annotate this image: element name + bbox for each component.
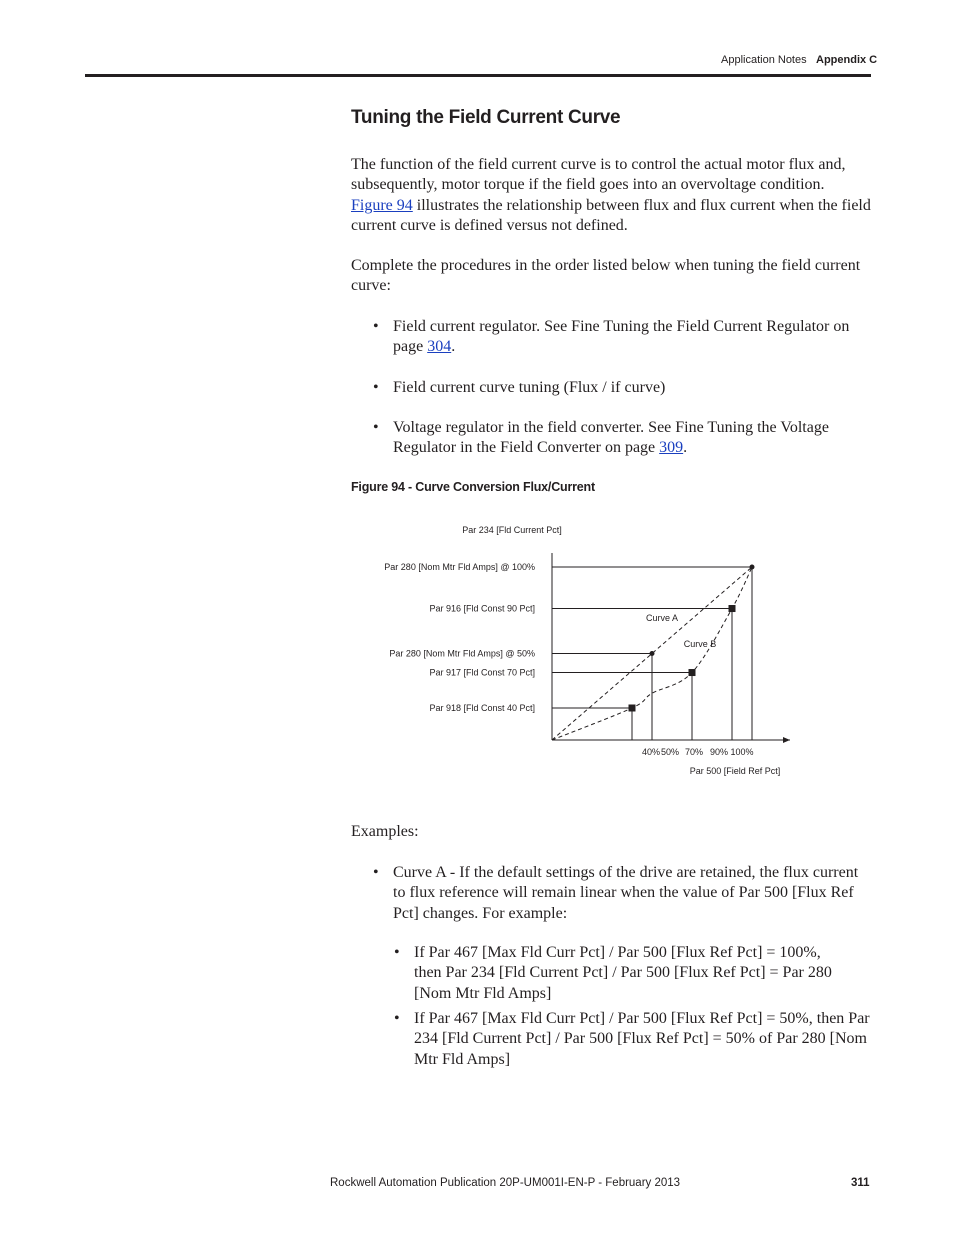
curve-a-point: [650, 651, 655, 656]
procedure-item-3: [393, 418, 873, 459]
procedure-item-line: [393, 438, 873, 458]
x-axis-arrow: [783, 737, 790, 743]
curve-a-label: Curve A: [645, 613, 679, 623]
curve-end-point: [750, 565, 755, 570]
example-subitem-line: Mtr Fld Amps]: [414, 1050, 511, 1068]
intro-line: [351, 196, 873, 216]
examples-label: Examples:: [351, 823, 419, 840]
intro-paragraph: [351, 155, 873, 236]
procedure-item-suffix: .: [683, 439, 688, 457]
bullet-icon: •: [373, 864, 379, 881]
x-tick-label: 50%: [660, 747, 680, 757]
intro-line-rest: illustrates the relationship between flux and flux current when the field: [412, 196, 871, 214]
procedure-intro: [351, 256, 873, 297]
example-subitem-line: then Par 234 [Fld Current Pct] / Par 500 [Flux Ref Pct] = Par 280: [414, 964, 832, 982]
curve-b-point: [729, 605, 736, 612]
example-subitem-line: [Nom Mtr Fld Amps]: [414, 984, 552, 1002]
procedure-item-line: [393, 337, 873, 357]
example-subitem-line: If Par 467 [Max Fld Curr Pct] / Par 500 [Flux Ref Pct] = 100%,: [414, 944, 821, 961]
procedure-item-2: Field current curve tuning (Flux / if curve): [393, 379, 666, 396]
example-subitem-line: If Par 467 [Max Fld Curr Pct] / Par 500 [Flux Ref Pct] = 50%, then Par: [414, 1010, 870, 1027]
y-tick-label: Par 916 [Fld Const 90 Pct]: [429, 603, 535, 614]
example-line: Pct] changes. For example:: [393, 904, 568, 922]
procedure-item-line: Voltage regulator in the field converter. See Fine Tuning the Voltage: [393, 419, 829, 436]
page-304-link[interactable]: 304: [427, 338, 452, 356]
curve-b-point: [689, 669, 696, 676]
procedure-item-prefix: page: [393, 338, 428, 356]
y-tick-label: Par 280 [Nom Mtr Fld Amps] @ 50%: [389, 648, 535, 659]
y-tick-label: Par 280 [Nom Mtr Fld Amps] @ 100%: [384, 562, 535, 572]
bullet-icon: •: [373, 379, 379, 396]
header-appendix: Appendix C: [816, 54, 878, 66]
page-309-link[interactable]: 309: [659, 439, 684, 457]
x-tick-label: 90%: [709, 747, 729, 757]
bullet-icon: •: [394, 944, 400, 961]
intro-line: The function of the field current curve is to control the actual motor flux and,: [351, 156, 846, 173]
bullet-icon: •: [373, 419, 379, 436]
example-line: to flux reference will remain linear when the value of Par 500 [Flux Ref: [393, 884, 854, 902]
procedure-item-prefix: Regulator in the Field Converter on page: [393, 439, 660, 457]
procedure-item-suffix: .: [451, 338, 456, 356]
flux-current-chart: [380, 515, 810, 785]
footer-page-number: 311: [851, 1177, 870, 1189]
procedure-item-line: Field current regulator. See Fine Tuning the Field Current Regulator on: [393, 318, 850, 335]
example-subitem-1: [414, 943, 873, 1004]
x-axis-title: Par 500 [Field Ref Pct]: [689, 766, 781, 776]
page-title: Tuning the Field Current Curve: [351, 107, 621, 128]
y-tick-label: Par 918 [Fld Const 40 Pct]: [429, 702, 535, 713]
bullet-icon: •: [373, 318, 379, 335]
footer-publication: Rockwell Automation Publication 20P-UM001I-EN-P - February 2013: [330, 1177, 681, 1189]
intro-line: current curve is defined versus not defined.: [351, 216, 628, 234]
curve-b-label: Curve B: [683, 639, 717, 649]
figure-94-link[interactable]: Figure 94: [351, 196, 413, 214]
y-tick-label: Par 917 [Fld Const 70 Pct]: [429, 667, 535, 678]
example-subitem-2: [414, 1009, 873, 1070]
y-axis-title: Par 234 [Fld Current Pct]: [462, 525, 562, 535]
example-item: [393, 863, 873, 924]
x-tick-label: 40%: [641, 747, 661, 757]
example-line: Curve A - If the default settings of the drive are retained, the flux current: [393, 864, 859, 881]
x-tick-label: 70%: [684, 747, 704, 757]
curve-b-point: [629, 704, 636, 711]
x-tick-label: 100%: [730, 747, 754, 757]
example-subitem-line: 234 [Fld Current Pct] / Par 500 [Flux Ref Pct] = 50% of Par 280 [Nom: [414, 1030, 867, 1048]
figure-caption: Figure 94 - Curve Conversion Flux/Current: [351, 480, 595, 494]
header-rule: [85, 74, 871, 77]
procedure-intro-line: curve:: [351, 277, 391, 295]
procedure-item-1: [393, 317, 873, 358]
procedure-intro-line: Complete the procedures in the order listed below when tuning the field current: [351, 257, 861, 274]
intro-line: subsequently, motor torque if the field goes into an overvoltage condition.: [351, 176, 825, 194]
header-section: Application Notes: [721, 54, 807, 66]
bullet-icon: •: [394, 1010, 400, 1027]
